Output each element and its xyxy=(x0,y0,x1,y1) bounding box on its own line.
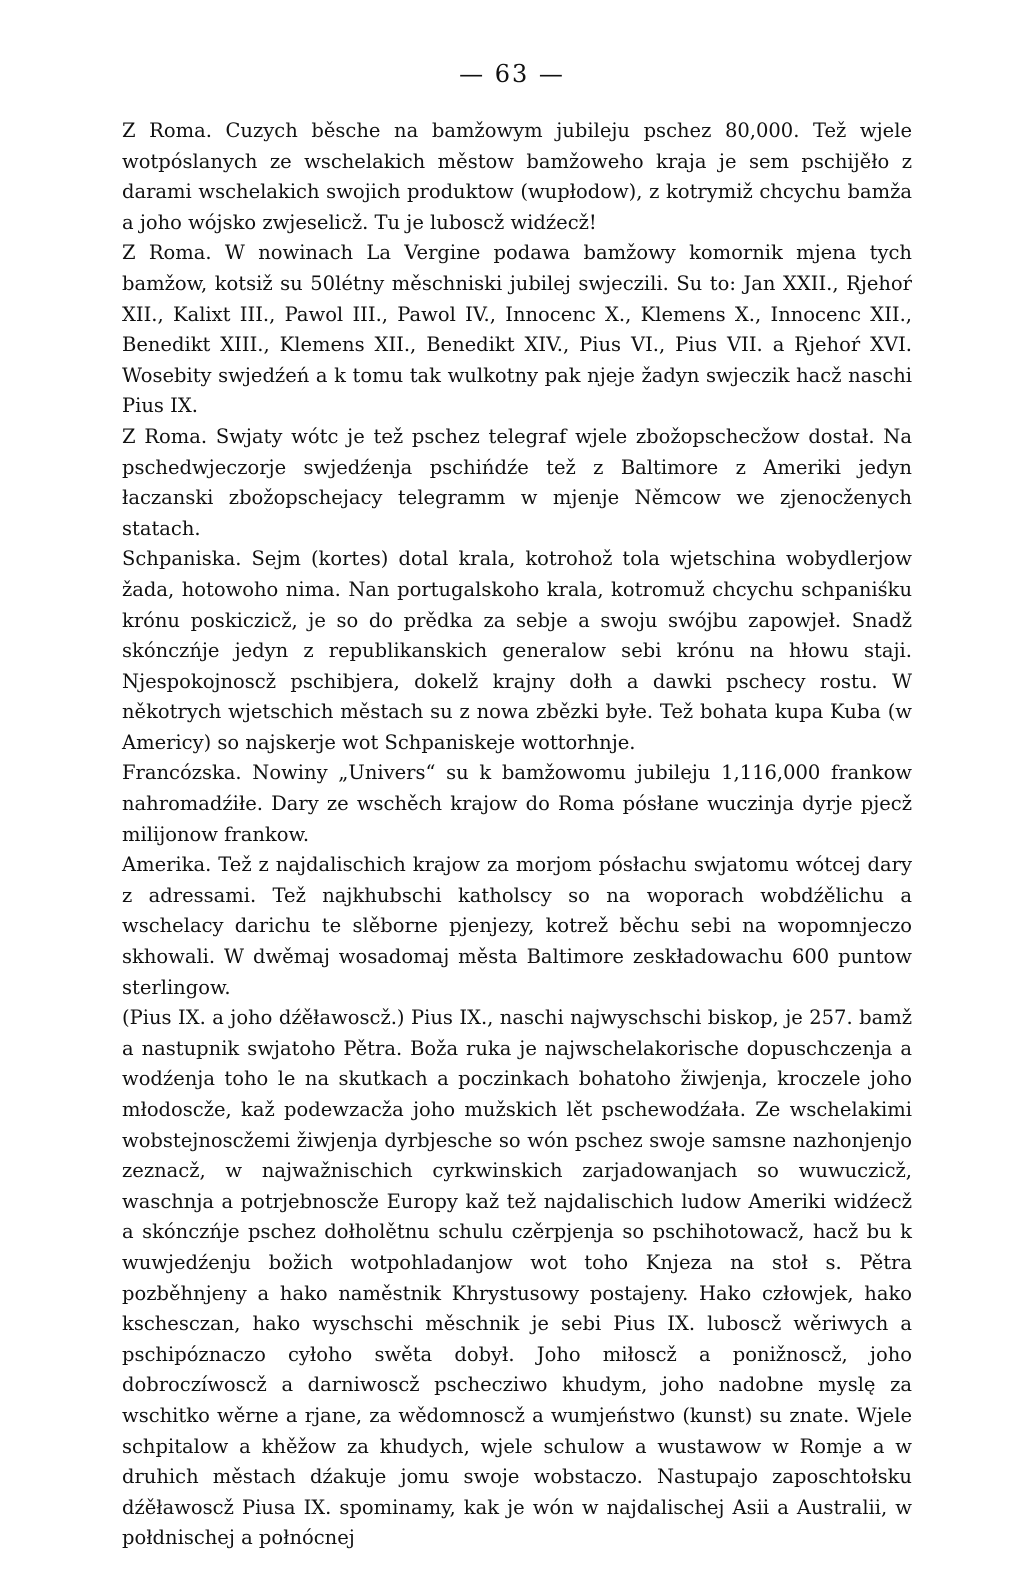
paragraph: Z Roma. Cuzych běsche na bamžowym jubileju pschez 80,000. Tež wjele wotpóslanych ze wschelakich městow bamžoweho kraja je sem pschijěło z darami wschelakich swojich produktow (wupłodow), z kotrymiž chcychu bamža a joho wójsko zwjeselicž. Tu je luboscž widźecž! xyxy=(122,119,912,234)
paragraph: Schpaniska. Sejm (kortes) dotal krala, kotrohož tola wjetschina wobydlerjow žada, hotowoho nima. Nan portugalskoho krala, kotromuž chcychu schpaniśku krónu poskiczicž, je so do prědka za sebje a swoju swójbu zapowjeł. Snadž skónczńje jedyn z republikanskich generalow sebi krónu na hłowu staji. Njespokojnoscž pschibjera, dokelž krajny dołh a dawki pschecy rostu. W někotrych wjetschich městach su z nowa zbězki byłe. Tež bohata kupa Kuba (w Americy) so najskerje wot Schpaniskeje wottorhnje. xyxy=(122,547,912,754)
page-number: — 63 — xyxy=(459,60,565,88)
paragraph: Z Roma. W nowinach La Vergine podawa bamžowy komornik mjena tych bamžow, kotsiž su 50létny měschniski jubilej swjeczili. Su to: Jan XXII., Rjehoŕ XII., Kalixt III., Pawol III., Pawol IV., Innocenc X., Klemens X., Innocenc XII., Benedikt XIII., Klemens XII., Benedikt XIV., Pius VI., Pius VII. a Rjehoŕ XVI. Wosebity swjedźeń a k tomu tak wulkotny pak njeje žadyn swjeczik hacž naschi Pius IX. xyxy=(122,241,912,418)
paragraph: Francózska. Nowiny „Univers“ su k bamžowomu jubileju 1,116,000 frankow nahromadźiłe. Dary ze wschěch krajow do Roma pósłane wuczinja dyrje pjecž milijonow frankow. xyxy=(122,761,912,846)
body-text xyxy=(82,116,912,1554)
paragraph: Z Roma. Swjaty wótc je tež pschez telegraf wjele zbožopschecžow dostał. Na pschedwjeczorje swjedźenja pschińdźe tež z Baltimore z Ameriki jedyn łaczanski zbožopschejacy telegramm w mjenje Němcow we zjenocženych statach. xyxy=(122,424,912,540)
paragraph: Amerika. Tež z najdalischich krajow za morjom pósłachu swjatomu wótcej dary z adressami. Tež najkhubschi katholscy so na woporach wobdźělichu a wschelacy darichu te slěborne pjenjezy, kotrež běchu sebi na wopomnjeczo skhowali. W dwěmaj wosadomaj města Baltimore zeskładowachu 600 puntow sterlingow. xyxy=(122,853,912,999)
paragraph: (Pius IX. a joho dźěławoscž.) Pius IX., naschi najwyschschi biskop, je 257. bamž a nastupnik swjatoho Pětra. Boža ruka je najwschelakorische dopuschczenja a wodźenja toho le na skutkach a poczinkach bohatoho žiwjenja, kroczele joho młodoscže, kaž podewzacža joho mužskich lět pschewodźała. Ze wschelakimi wobstejnoscžemi žiwjenja dyrbjesche so wón pschez swoje samsne nazhonjenjo zeznacž, w najwažnischich cyrkwinskich zarjadowanjach so wuwuczicž, waschnja a potrjebnoscže Europy kaž tež najdalischich ludow Ameriki widźecž a skónczńje pschez dołholětnu schulu czěrpjenja so pschihotowacž, hacž bu k wuwjedźenju božich wotpohladanjow wot toho Knjeza na stoł s. Pětra pozběhnjeny a hako naměstnik Khrystusowy postajeny. Hako człowjek, hako kschesczan, hako wyschschi měschnik je sebi Pius IX. luboscž wěriwych a pschipóznaczo cyłoho swěta dobył. Joho miłoscž a ponižnoscž, joho dobroczíwoscž a darniwoscž pschecziwo khudym, joho nadobne myslę za wschitko wěrne a rjane, za wědomnoscž a wumjeństwo (kunst) su znate. Wjele schpitalow a khěžow za khudych, wjele schulow a wustawow w Romje a w druhich městach dźakuje jomu swoje wobstaczo. Nastupajo zaposchtołsku dźěławoscž Piusa IX. spominamy, kak je wón w najdalischej Asii a Australii, w połdnischej a połnócnej xyxy=(122,1006,912,1550)
